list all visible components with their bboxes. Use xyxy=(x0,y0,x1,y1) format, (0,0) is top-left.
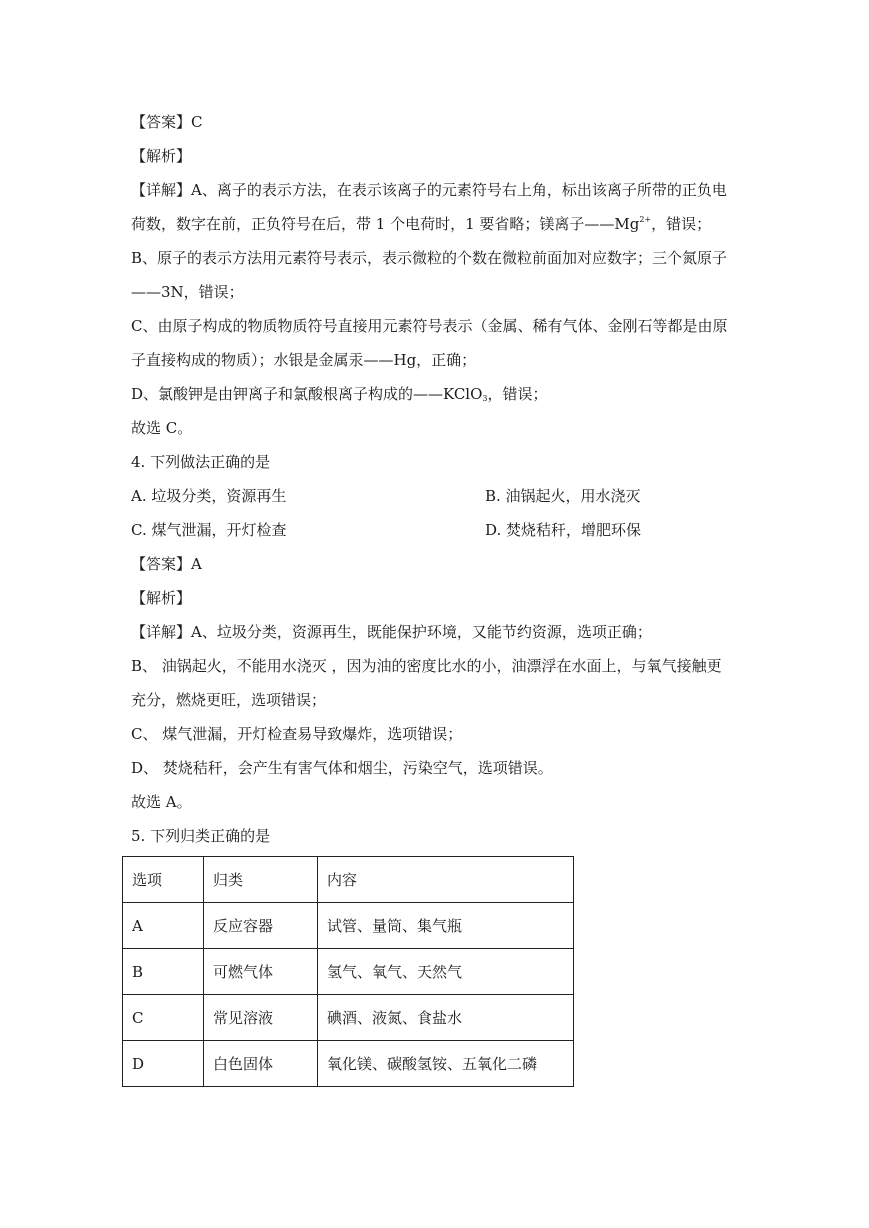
table-cell: A xyxy=(123,903,204,949)
q3-analysis-heading: 【解析】 xyxy=(131,147,192,165)
q3-option-c-line-2: 子直接构成的物质）；水银是金属汞——Hg，正确； xyxy=(131,351,477,369)
q3-option-b-line-2: ——3N，错误； xyxy=(131,283,244,301)
table-cell: 碘酒、液氮、食盐水 xyxy=(318,995,574,1041)
q3-option-c-line-1: C、由原子构成的物质物质符号直接用元素符号表示（金属、稀有气体、金刚石等都是由原 xyxy=(131,317,728,335)
table-cell: D xyxy=(123,1041,204,1087)
table-cell: 可燃气体 xyxy=(204,949,318,995)
table-cell: 常见溶液 xyxy=(204,995,318,1041)
q3-option-d-text: D、氯酸钾是由钾离子和氯酸根离子构成的——KClO xyxy=(131,385,483,403)
q4-detail-c: C、 煤气泄漏，开灯检查易导致爆炸，选项错误； xyxy=(131,725,463,743)
table-header-row xyxy=(123,857,574,903)
ion-charge-superscript: 2+ xyxy=(639,215,652,224)
q4-question: 4. 下列做法正确的是 xyxy=(131,453,271,471)
table-cell: 氢气、氧气、天然气 xyxy=(318,949,574,995)
table-header-cell: 归类 xyxy=(204,857,318,903)
q4-option-c: C. 煤气泄漏，开灯检查 xyxy=(131,521,287,539)
table-row xyxy=(123,903,574,949)
q3-detail-line-2 xyxy=(131,214,711,234)
q3-detail-tail: ，错误； xyxy=(651,215,712,233)
table-cell: 反应容器 xyxy=(204,903,318,949)
table-cell: 试管、量筒、集气瓶 xyxy=(318,903,574,949)
q3-option-b-line-1: B、原子的表示方法用元素符号表示，表示微粒的个数在微粒前面加对应数字；三个氮原子 xyxy=(131,249,728,267)
table-cell: C xyxy=(123,995,204,1041)
table-row xyxy=(123,949,574,995)
q4-analysis-heading: 【解析】 xyxy=(131,589,192,607)
q4-conclusion: 故选 A。 xyxy=(131,793,192,811)
q3-detail-text: 荷数，数字在前，正负符号在后，带 1 个电荷时，1 要省略；镁离子——Mg xyxy=(131,215,640,233)
q3-detail-line-1: 【详解】A、离子的表示方法，在表示该离子的元素符号右上角，标出该离子所带的正负电 xyxy=(131,181,727,199)
q4-option-d: D. 焚烧秸秆，增肥环保 xyxy=(485,521,642,539)
q4-detail-b-line-1: B、 油锅起火，不能用水浇灭 ，因为油的密度比水的小，油漂浮在水面上，与氧气接触更 xyxy=(131,657,722,675)
table-cell: 白色固体 xyxy=(204,1041,318,1087)
table-header-cell: 选项 xyxy=(123,857,204,903)
q5-question: 5. 下列归类正确的是 xyxy=(131,827,271,845)
formula-subscript: 3 xyxy=(482,394,488,403)
q4-option-a: A. 垃圾分类，资源再生 xyxy=(131,487,287,505)
table-cell: 氧化镁、碳酸氢铵、五氧化二磷 xyxy=(318,1041,574,1087)
q4-detail-b-line-2: 充分，燃烧更旺，选项错误； xyxy=(131,691,327,709)
q4-option-b: B. 油锅起火，用水浇灭 xyxy=(485,487,641,505)
q4-detail-a: 【详解】A、垃圾分类，资源再生，既能保护环境，又能节约资源，选项正确； xyxy=(131,623,652,641)
q3-conclusion: 故选 C。 xyxy=(131,419,193,437)
q4-answer: 【答案】A xyxy=(131,555,202,573)
classification-table xyxy=(122,856,574,1087)
q3-answer: 【答案】C xyxy=(131,113,203,131)
table-row xyxy=(123,1041,574,1087)
table-header-cell: 内容 xyxy=(318,857,574,903)
table-cell: B xyxy=(123,949,204,995)
q4-detail-d: D、 焚烧秸秆，会产生有害气体和烟尘，污染空气，选项错误。 xyxy=(131,759,553,777)
table-row xyxy=(123,995,574,1041)
q3-option-d-line xyxy=(131,384,548,404)
q3-option-d-tail: ，错误； xyxy=(487,385,548,403)
